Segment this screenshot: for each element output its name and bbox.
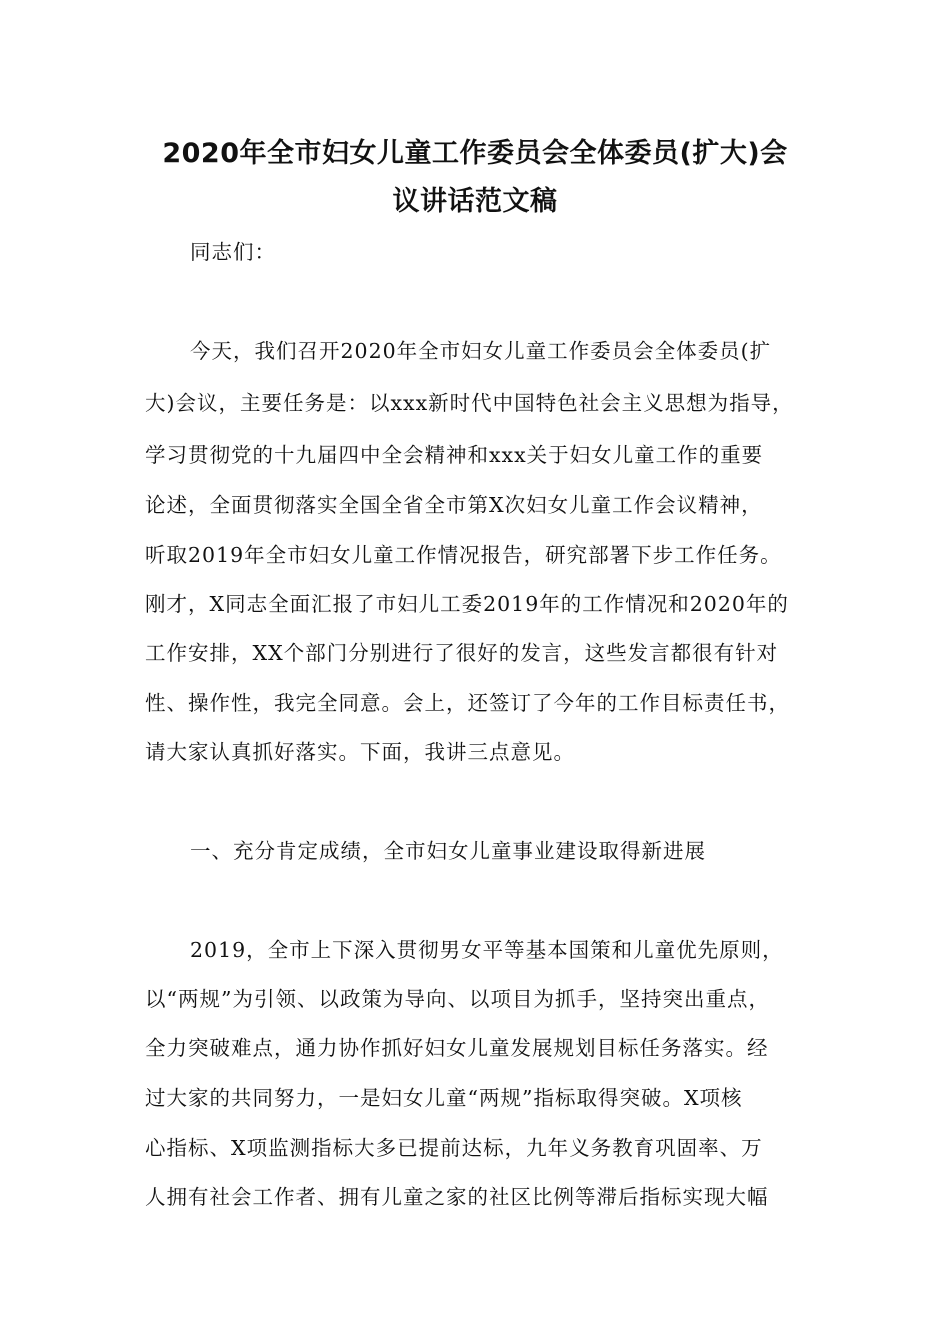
paragraph-2-line: 人拥有社会工作者、拥有儿童之家的社区比例等滞后指标实现大幅	[145, 1185, 769, 1209]
paragraph-1-line: 刚才，X同志全面汇报了市妇儿工委2019年的工作情况和2020年的	[145, 592, 789, 616]
paragraph-1-line: 学习贯彻党的十九届四中全会精神和xxx关于妇女儿童工作的重要	[145, 443, 764, 467]
paragraph-1-line: 性、操作性，我完全同意。会上，还签订了今年的工作目标责任书，	[145, 691, 790, 715]
paragraph-2-line: 以“两规”为引领、以政策为导向、以项目为抓手，坚持突出重点，	[145, 987, 770, 1011]
paragraph-1-line: 工作安排，XX个部门分别进行了很好的发言，这些发言都很有针对	[145, 641, 779, 665]
salutation: 同志们：	[190, 240, 276, 264]
paragraph-1-line: 论述，全面贯彻落实全国全省全市第X次妇女儿童工作会议精神，	[145, 493, 763, 517]
paragraph-2-line: 心指标、X项监测指标大多已提前达标，九年义务教育巩固率、万	[145, 1136, 763, 1160]
paragraph-1-line: 听取2019年全市妇女儿童工作情况报告，研究部署下步工作任务。	[145, 543, 782, 567]
paragraph-1-line: 请大家认真抓好落实。下面，我讲三点意见。	[145, 740, 575, 764]
document-title-line-2: 议讲话范文稿	[392, 186, 558, 217]
paragraph-2-line: 过大家的共同努力，一是妇女儿童“两规”指标取得突破。X项核	[145, 1086, 743, 1110]
section-heading-1: 一、充分肯定成绩，全市妇女儿童事业建设取得新进展	[190, 839, 706, 863]
paragraph-2-line: 2019，全市上下深入贯彻男女平等基本国策和儿童优先原则，	[190, 938, 784, 962]
paragraph-1-line: 大)会议，主要任务是：以xxx新时代中国特色社会主义思想为指导，	[145, 391, 794, 415]
paragraph-1-line: 今天，我们召开2020年全市妇女儿童工作委员会全体委员(扩	[190, 339, 772, 363]
document-title-line-1: 2020年全市妇女儿童工作委员会全体委员(扩大)会	[162, 138, 788, 169]
paragraph-2-line: 全力突破难点，通力协作抓好妇女儿童发展规划目标任务落实。经	[145, 1036, 769, 1060]
